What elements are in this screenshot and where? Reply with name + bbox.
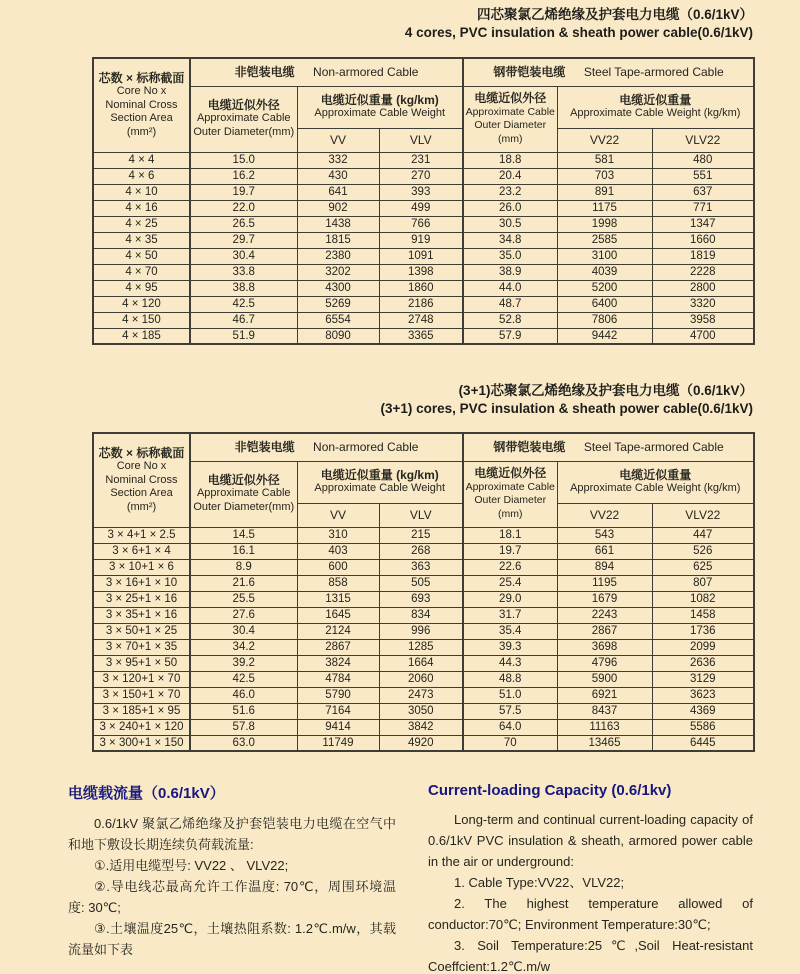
table-cell: 9442 [557,328,652,344]
table-cell: 4300 [297,280,379,296]
footer-right-item-3: 3. Soil Temperature:25℃,Soil Heat-resistant Coeffcient:1.2℃.m/w [428,938,753,974]
footer-left-paragraph: 0.6/1kV 聚氯乙烯绝缘及护套铠装电力电缆在空气中和地下敷设长期连续负荷载流量: [68,816,396,852]
table-cell: 22.6 [463,559,557,575]
header-weight-armored: 电缆近似重量 Approximate Cable Weight (kg/km) [557,461,754,503]
table-row [93,200,754,216]
table-cell: 30.4 [190,623,297,639]
table-cell: 38.9 [463,264,557,280]
header-vlv: VLV [379,128,463,152]
table-cell: 807 [652,575,754,591]
header-outer-diameter-armored: 电缆近似外径 Approximate Cable Outer Diameter (mm) [463,86,557,152]
table-cell: 26.5 [190,216,297,232]
table-cell: 2243 [557,607,652,623]
table-row [93,152,754,168]
table-cell: 600 [297,559,379,575]
table-cell: 3 × 95+1 × 50 [93,655,190,671]
table-cell: 4 × 70 [93,264,190,280]
table-cell: 3842 [379,719,463,735]
table-cell: 1438 [297,216,379,232]
table-cell: 2867 [557,623,652,639]
table-cell: 35.4 [463,623,557,639]
table-row [93,735,754,751]
table-cell: 215 [379,527,463,543]
table-cell: 6400 [557,296,652,312]
table-row [93,184,754,200]
table-cell: 499 [379,200,463,216]
table-cell: 4 × 10 [93,184,190,200]
table-cell: 3 × 10+1 × 6 [93,559,190,575]
table-cell: 4 × 120 [93,296,190,312]
table-cell: 834 [379,607,463,623]
table2-title-en: (3+1) cores, PVC insulation & sheath power cable(0.6/1kV) [380,401,753,416]
table1-header [93,58,754,152]
table-row [93,719,754,735]
table-cell: 3 × 16+1 × 10 [93,575,190,591]
header-outer-diameter-non-armored: 电缆近似外径 Approximate Cable Outer Diameter(mm) [190,461,297,527]
table-cell: 16.1 [190,543,297,559]
table-cell: 29.0 [463,591,557,607]
table-cell: 51.9 [190,328,297,344]
table-cell: 1398 [379,264,463,280]
table-cell: 2585 [557,232,652,248]
header-vlv: VLV [379,503,463,527]
table-cell: 57.5 [463,703,557,719]
table-cell: 641 [297,184,379,200]
header-non-armored-group: 非铠装电缆 Non-armored Cable [190,58,463,86]
table-cell: 5200 [557,280,652,296]
table-cell: 30.4 [190,248,297,264]
table-cell: 2124 [297,623,379,639]
table-cell: 3 × 25+1 × 16 [93,591,190,607]
table-cell: 33.8 [190,264,297,280]
table-cell: 1645 [297,607,379,623]
table-cell: 25.5 [190,591,297,607]
table-row [93,527,754,543]
table-cell: 3 × 50+1 × 25 [93,623,190,639]
table-cell: 661 [557,543,652,559]
header-vv22: VV22 [557,128,652,152]
table-cell: 1091 [379,248,463,264]
table-row [93,280,754,296]
table-cell: 15.0 [190,152,297,168]
header-vv: VV [297,503,379,527]
table-cell: 19.7 [463,543,557,559]
table-cell: 70 [463,735,557,751]
table-cell: 4 × 35 [93,232,190,248]
table-row [93,703,754,719]
table-cell: 2800 [652,280,754,296]
table-cell: 3 × 240+1 × 120 [93,719,190,735]
table-cell: 1860 [379,280,463,296]
table-cell: 42.5 [190,671,297,687]
footer-left-item-2: ②.导电线芯最高允许工作温度: 70℃，周围环境温度: 30℃; [68,879,396,915]
header-steel-armored-group: 钢带铠装电缆 Steel Tape-armored Cable [463,58,754,86]
table-cell: 268 [379,543,463,559]
header-vlv22: VLV22 [652,128,754,152]
table-cell: 4039 [557,264,652,280]
table-cell: 34.8 [463,232,557,248]
table-cell: 8.9 [190,559,297,575]
table-cell: 52.8 [463,312,557,328]
header-core-section: 芯数 × 标称截面 Core No x Nominal Cross Section Area (mm²) [93,58,190,152]
table-cell: 4 × 185 [93,328,190,344]
table-cell: 19.7 [190,184,297,200]
table-cell: 1819 [652,248,754,264]
header-steel-armored-group: 钢带铠装电缆 Steel Tape-armored Cable [463,433,754,461]
table-cell: 1664 [379,655,463,671]
table1-body [93,152,754,344]
header-outer-diameter-armored: 电缆近似外径 Approximate Cable Outer Diameter (mm) [463,461,557,527]
header-outer-diameter-non-armored: 电缆近似外径 Approximate Cable Outer Diameter(mm) [190,86,297,152]
table-row [93,543,754,559]
table-cell: 5586 [652,719,754,735]
table-cell: 703 [557,168,652,184]
table-cell: 18.1 [463,527,557,543]
table-cell: 1082 [652,591,754,607]
table-cell: 30.5 [463,216,557,232]
table-cell: 8437 [557,703,652,719]
table2-title-block [381,382,754,418]
table-cell: 902 [297,200,379,216]
current-capacity-heading-en: Current-loading Capacity (0.6/1kv) [428,782,672,799]
footer-notes [68,782,753,974]
table-cell: 403 [297,543,379,559]
table-cell: 4700 [652,328,754,344]
header-non-armored-group: 非铠装电缆 Non-armored Cable [190,433,463,461]
table-cell: 3320 [652,296,754,312]
table-cell: 2867 [297,639,379,655]
table-cell: 4 × 16 [93,200,190,216]
table1-title-en: 4 cores, PVC insulation & sheath power cable(0.6/1kV) [404,25,753,40]
table-cell: 38.8 [190,280,297,296]
table-cell: 5790 [297,687,379,703]
footer-right-item-1: 1. Cable Type:VV22、VLV22; [454,875,625,890]
table-cell: 771 [652,200,754,216]
table-row [93,607,754,623]
table-cell: 1736 [652,623,754,639]
table-cell: 1315 [297,591,379,607]
table-cell: 23.2 [463,184,557,200]
table-cell: 29.7 [190,232,297,248]
header-vv22: VV22 [557,503,652,527]
table1-title-zh: 四芯聚氯乙烯绝缘及护套电力电缆（0.6/1kV） [476,7,753,22]
footer-right-item-2: 2. The highest temperature allowed of conductor:70℃; Environment Temperature:30℃; [428,896,753,932]
table-cell: 4 × 95 [93,280,190,296]
table-cell: 57.8 [190,719,297,735]
header-weight-non-armored: 电缆近似重量 (kg/km) Approximate Cable Weight [297,461,463,503]
table-cell: 2060 [379,671,463,687]
table-cell: 625 [652,559,754,575]
table-cell: 543 [557,527,652,543]
table-cell: 231 [379,152,463,168]
header-vv: VV [297,128,379,152]
table-cell: 766 [379,216,463,232]
table-cell: 51.0 [463,687,557,703]
table-row [93,591,754,607]
table-cell: 13465 [557,735,652,751]
header-vlv22: VLV22 [652,503,754,527]
table-cell: 7164 [297,703,379,719]
table-cell: 3365 [379,328,463,344]
table-cell: 25.4 [463,575,557,591]
table-cell: 42.5 [190,296,297,312]
table-cell: 4920 [379,735,463,751]
table-cell: 4 × 25 [93,216,190,232]
table-cell: 46.7 [190,312,297,328]
cable-table-3plus1core [92,432,755,752]
table-cell: 1998 [557,216,652,232]
table-cell: 430 [297,168,379,184]
table-cell: 3 × 120+1 × 70 [93,671,190,687]
table-cell: 3 × 35+1 × 16 [93,607,190,623]
table-cell: 3 × 70+1 × 35 [93,639,190,655]
table-cell: 6445 [652,735,754,751]
table-cell: 858 [297,575,379,591]
cable-table-4core [92,57,755,345]
table-row [93,623,754,639]
table-cell: 551 [652,168,754,184]
table-cell: 51.6 [190,703,297,719]
table2-header [93,433,754,527]
table-cell: 581 [557,152,652,168]
table-cell: 27.6 [190,607,297,623]
table-cell: 3824 [297,655,379,671]
table-cell: 5900 [557,671,652,687]
table-cell: 4 × 150 [93,312,190,328]
table-cell: 48.7 [463,296,557,312]
table-cell: 3202 [297,264,379,280]
table-row [93,575,754,591]
footer-left-item-1: ①.适用电缆型号: VV22 、 VLV22; [94,858,289,873]
table-cell: 1458 [652,607,754,623]
table-cell: 57.9 [463,328,557,344]
table-cell: 637 [652,184,754,200]
table-cell: 1175 [557,200,652,216]
table-cell: 4369 [652,703,754,719]
table-cell: 39.3 [463,639,557,655]
table-cell: 44.0 [463,280,557,296]
header-weight-non-armored: 电缆近似重量 (kg/km) Approximate Cable Weight [297,86,463,128]
table-cell: 919 [379,232,463,248]
table-cell: 4 × 6 [93,168,190,184]
table-cell: 2186 [379,296,463,312]
table-cell: 8090 [297,328,379,344]
table-cell: 480 [652,152,754,168]
table-cell: 35.0 [463,248,557,264]
table-row [93,671,754,687]
table-cell: 48.8 [463,671,557,687]
table-cell: 693 [379,591,463,607]
table-cell: 9414 [297,719,379,735]
table-row [93,655,754,671]
table-cell: 7806 [557,312,652,328]
table-cell: 11163 [557,719,652,735]
table-cell: 1679 [557,591,652,607]
table-cell: 4 × 50 [93,248,190,264]
table2-title-zh: (3+1)芯聚氯乙烯绝缘及护套电力电缆（0.6/1kV） [458,383,753,398]
table-cell: 6921 [557,687,652,703]
table-cell: 332 [297,152,379,168]
table-cell: 996 [379,623,463,639]
table-cell: 3129 [652,671,754,687]
table-cell: 39.2 [190,655,297,671]
header-core-section: 芯数 × 标称截面 Core No x Nominal Cross Section Area (mm²) [93,433,190,527]
table-row [93,232,754,248]
table-row [93,312,754,328]
table-cell: 3100 [557,248,652,264]
table-cell: 16.2 [190,168,297,184]
table-cell: 63.0 [190,735,297,751]
table-cell: 2380 [297,248,379,264]
table-cell: 1660 [652,232,754,248]
table-cell: 1195 [557,575,652,591]
table-cell: 3 × 6+1 × 4 [93,543,190,559]
table-cell: 34.2 [190,639,297,655]
table-cell: 891 [557,184,652,200]
table-row [93,248,754,264]
table-cell: 3698 [557,639,652,655]
table-cell: 5269 [297,296,379,312]
table-cell: 2228 [652,264,754,280]
table-cell: 46.0 [190,687,297,703]
table-cell: 2636 [652,655,754,671]
table-cell: 505 [379,575,463,591]
table-cell: 4796 [557,655,652,671]
table-cell: 393 [379,184,463,200]
table-row [93,168,754,184]
table-cell: 14.5 [190,527,297,543]
table-cell: 894 [557,559,652,575]
table-cell: 270 [379,168,463,184]
table-cell: 3 × 300+1 × 150 [93,735,190,751]
table-cell: 310 [297,527,379,543]
table-cell: 11749 [297,735,379,751]
table-cell: 6554 [297,312,379,328]
table-cell: 44.3 [463,655,557,671]
table-cell: 2748 [379,312,463,328]
table-cell: 2473 [379,687,463,703]
table-row [93,559,754,575]
table-row [93,296,754,312]
table-row [93,639,754,655]
table-cell: 526 [652,543,754,559]
table-cell: 1285 [379,639,463,655]
table-cell: 3958 [652,312,754,328]
table-cell: 18.8 [463,152,557,168]
table-cell: 31.7 [463,607,557,623]
table-cell: 447 [652,527,754,543]
table-cell: 3 × 150+1 × 70 [93,687,190,703]
table-cell: 26.0 [463,200,557,216]
table-cell: 4784 [297,671,379,687]
table-cell: 21.6 [190,575,297,591]
table-row [93,264,754,280]
current-capacity-heading-zh: 电缆载流量（0.6/1kV） [68,785,225,802]
footer-right-english [428,782,753,974]
table-cell: 363 [379,559,463,575]
footer-left-chinese [68,782,396,974]
table-cell: 1815 [297,232,379,248]
footer-left-item-3: ③.土壤温度25℃，土壤热阻系数: 1.2℃.m/w，其载流量如下表 [68,921,396,957]
table2-body [93,527,754,751]
table-row [93,687,754,703]
table-row [93,328,754,344]
table-cell: 3 × 4+1 × 2.5 [93,527,190,543]
table-cell: 3050 [379,703,463,719]
table-cell: 3 × 185+1 × 95 [93,703,190,719]
table-cell: 2099 [652,639,754,655]
footer-right-paragraph: Long-term and continual current-loading capacity of 0.6/1kV PVC insulation & sheath, armored power cable in the air or underground: [428,812,753,869]
header-weight-armored: 电缆近似重量 Approximate Cable Weight (kg/km) [557,86,754,128]
table-cell: 4 × 4 [93,152,190,168]
table1-title-block [405,6,753,42]
table-cell: 20.4 [463,168,557,184]
table-cell: 64.0 [463,719,557,735]
table-cell: 1347 [652,216,754,232]
table-cell: 3623 [652,687,754,703]
table-row [93,216,754,232]
table-cell: 22.0 [190,200,297,216]
